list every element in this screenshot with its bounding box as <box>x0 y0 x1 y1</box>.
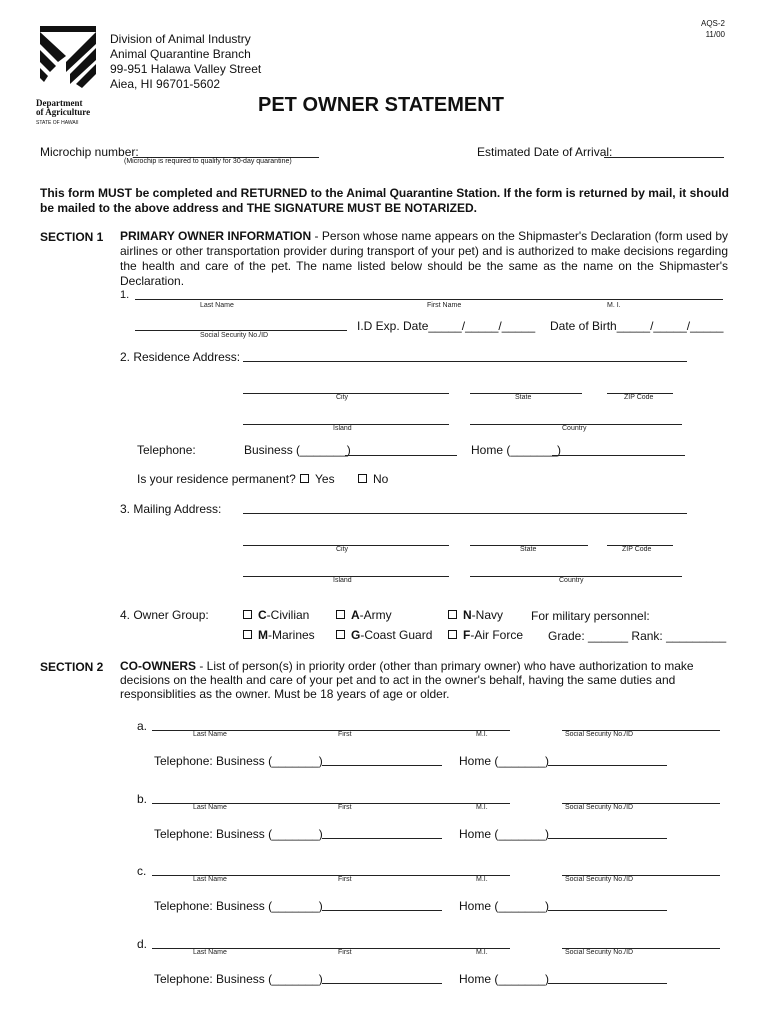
dob-field[interactable]: Date of Birth_____/_____/_____ <box>550 319 724 333</box>
label-city: City <box>336 394 349 401</box>
group-marines-option[interactable]: M-Marines <box>243 628 315 642</box>
label-zip: ZIP Code <box>622 546 652 553</box>
label-last-name: Last Name <box>193 876 227 883</box>
agency-line4: Aiea, HI 96701-5602 <box>110 77 221 91</box>
home-phone-label: Home (_______) <box>471 443 562 457</box>
residence-label: 2. Residence Address: <box>120 350 241 364</box>
coowner-home-phone-label: Home (_______) <box>459 827 550 841</box>
label-mi: M. I. <box>607 302 621 309</box>
coowner-business-phone-label: Telephone: Business (_______) <box>154 899 323 913</box>
section1-heading: PRIMARY OWNER INFORMATION <box>120 229 312 243</box>
coowner-home-phone-label: Home (_______) <box>459 899 550 913</box>
instructions: This form MUST be completed and RETURNED to the Animal Quarantine Station. If the form is returned by mail, it should be mailed to the above address and THE SIGNATURE MUST BE NOTARIZED. <box>40 186 729 215</box>
label-island: Island <box>333 577 352 584</box>
coowner-home-phone-field[interactable] <box>548 765 667 766</box>
section1-label: SECTION 1 <box>40 230 104 244</box>
label-ssn: Social Security No./ID <box>565 949 634 956</box>
home-phone-field[interactable] <box>552 455 685 456</box>
group-coast-guard-option[interactable]: G-Coast Guard <box>336 628 432 642</box>
checkbox-icon[interactable] <box>358 474 367 483</box>
label-last-name: Last Name <box>193 949 227 956</box>
checkbox-icon[interactable] <box>448 610 457 619</box>
agency-line3: 99-951 Halawa Valley Street <box>110 62 262 76</box>
arrival-label: Estimated Date of Arrival: <box>477 145 613 159</box>
owner-name-field[interactable] <box>135 299 723 300</box>
agency-line1: Division of Animal Industry <box>110 32 251 46</box>
label-ssn: Social Security No./ID <box>565 876 634 883</box>
coowner-business-phone-field[interactable] <box>322 765 442 766</box>
mailing-field[interactable] <box>243 513 687 514</box>
coowner-home-phone-field[interactable] <box>548 983 667 984</box>
business-phone-field[interactable] <box>345 455 457 456</box>
permanent-no-option[interactable]: No <box>358 472 388 486</box>
form-code: AQS-2 <box>700 19 725 28</box>
business-phone-label: Business (_______) <box>244 443 351 457</box>
arrival-field[interactable] <box>604 157 724 158</box>
coowner-home-phone-label: Home (_______) <box>459 754 550 768</box>
microchip-note: (Microchip is required to qualify for 30-day quarantine) <box>124 158 292 165</box>
agency-line2: Animal Quarantine Branch <box>110 47 251 61</box>
logo-line2: of Agriculture <box>36 107 91 117</box>
owner-group-label: 4. Owner Group: <box>120 608 209 622</box>
label-last-name: Last Name <box>193 731 227 738</box>
label-country: Country <box>559 577 584 584</box>
label-country: Country <box>562 425 587 432</box>
label-island: Island <box>333 425 352 432</box>
label-ssn: Social Security No./ID <box>565 804 634 811</box>
checkbox-icon[interactable] <box>336 610 345 619</box>
label-first: First <box>338 876 352 883</box>
label-mi: M.I. <box>476 731 488 738</box>
label-first: First <box>338 949 352 956</box>
group-army-option[interactable]: A-Army <box>336 608 392 622</box>
label-state: State <box>520 546 537 553</box>
group-air-force-option[interactable]: F-Air Force <box>448 628 523 642</box>
coowner-business-phone-field[interactable] <box>322 983 442 984</box>
permanent-yes-option[interactable]: Yes <box>300 472 335 486</box>
id-exp-field[interactable]: I.D Exp. Date_____/_____/_____ <box>357 319 536 333</box>
label-first: First <box>338 731 352 738</box>
checkbox-icon[interactable] <box>243 630 252 639</box>
label-mi: M.I. <box>476 804 488 811</box>
label-mi: M.I. <box>476 876 488 883</box>
coowner-home-phone-label: Home (_______) <box>459 972 550 986</box>
coowner-letter: b. <box>137 792 148 806</box>
permanent-question: Is your residence permanent? <box>137 472 296 486</box>
residence-field[interactable] <box>243 361 687 362</box>
coowner-letter: d. <box>137 937 148 951</box>
coowner-letter: c. <box>137 864 147 878</box>
section2-label: SECTION 2 <box>40 660 104 674</box>
label-last-name: Last Name <box>193 804 227 811</box>
grade-rank-field[interactable]: Grade: ______ Rank: _________ <box>548 629 727 643</box>
microchip-label: Microchip number: <box>40 145 139 159</box>
label-ssn: Social Security No./ID <box>200 332 269 339</box>
coowner-letter: a. <box>137 719 148 733</box>
label-zip: ZIP Code <box>624 394 654 401</box>
checkbox-icon[interactable] <box>448 630 457 639</box>
agriculture-logo-icon <box>36 22 100 126</box>
label-mi: M.I. <box>476 949 488 956</box>
label-ssn: Social Security No./ID <box>565 731 634 738</box>
page-title: PET OWNER STATEMENT <box>258 94 504 116</box>
logo-line3: STATE OF HAWAII <box>36 120 79 126</box>
checkbox-icon[interactable] <box>300 474 309 483</box>
section2-text: - List of person(s) in priority order (other than primary owner) who have authorization to make decisions on the health and care of your pet and to act in the owner's behalf, having the same duties and responsiblities as the owner. Must be 18 years of age or older. <box>120 659 694 701</box>
form-date: 11/00 <box>705 30 725 39</box>
label-first: First <box>338 804 352 811</box>
logo-line1: Department <box>36 98 83 108</box>
label-last-name: Last Name <box>200 302 234 309</box>
checkbox-icon[interactable] <box>336 630 345 639</box>
coowner-business-phone-field[interactable] <box>322 910 442 911</box>
checkbox-icon[interactable] <box>243 610 252 619</box>
section2-heading: CO-OWNERS <box>120 659 196 673</box>
label-city: City <box>336 546 349 553</box>
group-navy-option[interactable]: N-Navy <box>448 608 503 622</box>
owner-ssn-field[interactable] <box>135 330 347 331</box>
coowner-business-phone-field[interactable] <box>322 838 442 839</box>
coowner-home-phone-field[interactable] <box>548 838 667 839</box>
section1-text: - Person whose name appears on the Shipmaster's Declaration (form used by airlines or other transportation provider during transport of your pet) and is authorized to make decisions regarding the health and care of the pet. The name listed below should be the same as the name on the Shipmaster's Declaration. <box>120 229 729 288</box>
label-state: State <box>515 394 532 401</box>
label-first-name: First Name <box>427 302 462 309</box>
coowner-business-phone-label: Telephone: Business (_______) <box>154 827 323 841</box>
item1-number: 1. <box>120 289 130 301</box>
coowner-business-phone-label: Telephone: Business (_______) <box>154 972 323 986</box>
coowner-business-phone-label: Telephone: Business (_______) <box>154 754 323 768</box>
group-civilian-option[interactable]: C-Civilian <box>243 608 309 622</box>
telephone-label: Telephone: <box>137 443 196 457</box>
mailing-label: 3. Mailing Address: <box>120 502 222 516</box>
coowner-home-phone-field[interactable] <box>548 910 667 911</box>
military-label: For military personnel: <box>531 609 650 623</box>
